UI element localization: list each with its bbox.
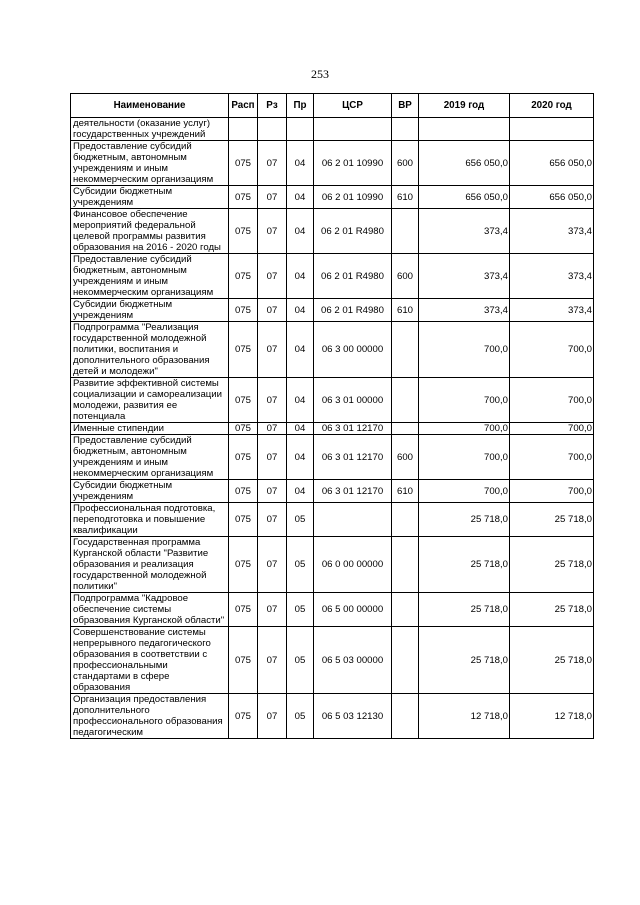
- cell-name: Субсидии бюджетным учреждениям: [71, 186, 229, 209]
- cell-pr: 04: [287, 186, 314, 209]
- cell-name: Финансовое обеспечение мероприятий федеральной целевой программы развития образования на 2016 - 2020 годы: [71, 209, 229, 254]
- cell-rasp: 075: [229, 141, 258, 186]
- table-row: [71, 423, 594, 435]
- cell-rz: 07: [258, 254, 287, 299]
- cell-name: Подпрограмма "Кадровое обеспечение системы образования Курганской области": [71, 593, 229, 627]
- cell-rz: 07: [258, 209, 287, 254]
- cell-name: Субсидии бюджетным учреждениям: [71, 299, 229, 322]
- cell-2020: 700,0: [510, 480, 594, 503]
- cell-vr: 610: [392, 480, 419, 503]
- cell-2019: 700,0: [419, 480, 510, 503]
- header-vr: ВР: [392, 94, 419, 118]
- header-rasp: Расп: [229, 94, 258, 118]
- table-row: [71, 503, 594, 537]
- header-rz: Рз: [258, 94, 287, 118]
- cell-2020: [510, 118, 594, 141]
- cell-2019: 656 050,0: [419, 141, 510, 186]
- cell-rz: 07: [258, 480, 287, 503]
- table-row: [71, 322, 594, 378]
- cell-2020: 700,0: [510, 378, 594, 423]
- cell-2020: 700,0: [510, 435, 594, 480]
- cell-rz: 07: [258, 186, 287, 209]
- cell-csr: [314, 118, 392, 141]
- cell-vr: [392, 503, 419, 537]
- cell-name: Совершенствование системы непрерывного педагогического образования в соответствии с профессиональными стандартами в сфере образования: [71, 627, 229, 694]
- cell-rz: 07: [258, 322, 287, 378]
- cell-csr: 06 3 01 12170: [314, 423, 392, 435]
- cell-rz: 07: [258, 593, 287, 627]
- table-row: [71, 118, 594, 141]
- cell-pr: 04: [287, 322, 314, 378]
- cell-rz: 07: [258, 299, 287, 322]
- cell-csr: 06 2 01 R4980: [314, 254, 392, 299]
- cell-csr: 06 5 00 00000: [314, 593, 392, 627]
- cell-rasp: 075: [229, 480, 258, 503]
- cell-pr: 05: [287, 593, 314, 627]
- cell-pr: 04: [287, 423, 314, 435]
- cell-rasp: 075: [229, 254, 258, 299]
- cell-rasp: 075: [229, 627, 258, 694]
- cell-2019: 373,4: [419, 299, 510, 322]
- table-body: [71, 118, 594, 739]
- cell-csr: 06 3 01 12170: [314, 480, 392, 503]
- cell-csr: 06 0 00 00000: [314, 537, 392, 593]
- cell-vr: [392, 627, 419, 694]
- table-row: [71, 378, 594, 423]
- cell-2020: 25 718,0: [510, 627, 594, 694]
- cell-csr: 06 3 00 00000: [314, 322, 392, 378]
- cell-rz: 07: [258, 627, 287, 694]
- cell-2020: 25 718,0: [510, 503, 594, 537]
- cell-2019: 373,4: [419, 254, 510, 299]
- cell-rasp: 075: [229, 423, 258, 435]
- cell-vr: 600: [392, 435, 419, 480]
- cell-2020: 12 718,0: [510, 694, 594, 739]
- header-name: Наименование: [71, 94, 229, 118]
- cell-rasp: 075: [229, 299, 258, 322]
- table-row: [71, 209, 594, 254]
- table-row: [71, 694, 594, 739]
- header-2020: 2020 год: [510, 94, 594, 118]
- cell-vr: [392, 423, 419, 435]
- cell-2019: 373,4: [419, 209, 510, 254]
- cell-rasp: 075: [229, 537, 258, 593]
- cell-vr: [392, 537, 419, 593]
- budget-table: [70, 93, 594, 739]
- cell-name: Предоставление субсидий бюджетным, автономным учреждениям и иным некоммерческим организациям: [71, 141, 229, 186]
- cell-vr: 600: [392, 254, 419, 299]
- cell-2019: 700,0: [419, 322, 510, 378]
- cell-2020: 373,4: [510, 254, 594, 299]
- table-row: [71, 299, 594, 322]
- page-number: 253: [311, 67, 329, 81]
- cell-rasp: 075: [229, 186, 258, 209]
- cell-name: Подпрограмма "Реализация государственной молодежной политики, воспитания и дополнительного образования детей и молодежи": [71, 322, 229, 378]
- cell-rasp: 075: [229, 503, 258, 537]
- cell-name: Организация предоставления дополнительного профессионального образования педагогическим: [71, 694, 229, 739]
- header-2019: 2019 год: [419, 94, 510, 118]
- cell-2020: 25 718,0: [510, 593, 594, 627]
- cell-name: Субсидии бюджетным учреждениям: [71, 480, 229, 503]
- cell-rasp: [229, 118, 258, 141]
- cell-rasp: 075: [229, 694, 258, 739]
- cell-rz: 07: [258, 378, 287, 423]
- cell-pr: 05: [287, 537, 314, 593]
- cell-pr: [287, 118, 314, 141]
- cell-rz: 07: [258, 435, 287, 480]
- cell-pr: 04: [287, 435, 314, 480]
- cell-rz: 07: [258, 141, 287, 186]
- cell-name: Предоставление субсидий бюджетным, автономным учреждениям и иным некоммерческим организациям: [71, 254, 229, 299]
- cell-2020: 700,0: [510, 423, 594, 435]
- cell-rz: 07: [258, 503, 287, 537]
- cell-csr: 06 2 01 10990: [314, 186, 392, 209]
- cell-2019: 12 718,0: [419, 694, 510, 739]
- cell-2019: 25 718,0: [419, 537, 510, 593]
- cell-vr: [392, 378, 419, 423]
- cell-pr: 04: [287, 209, 314, 254]
- table-row: [71, 593, 594, 627]
- cell-vr: 600: [392, 141, 419, 186]
- cell-2019: 656 050,0: [419, 186, 510, 209]
- cell-csr: 06 5 03 00000: [314, 627, 392, 694]
- table-row: [71, 254, 594, 299]
- cell-vr: [392, 118, 419, 141]
- table-row: [71, 627, 594, 694]
- cell-rasp: 075: [229, 322, 258, 378]
- cell-2020: 700,0: [510, 322, 594, 378]
- table-row: [71, 141, 594, 186]
- cell-name: деятельности (оказание услуг) государственных учреждений: [71, 118, 229, 141]
- cell-2019: 25 718,0: [419, 593, 510, 627]
- cell-2020: 373,4: [510, 209, 594, 254]
- table-row: [71, 186, 594, 209]
- cell-csr: [314, 503, 392, 537]
- cell-rasp: 075: [229, 209, 258, 254]
- cell-vr: 610: [392, 299, 419, 322]
- cell-pr: 05: [287, 694, 314, 739]
- cell-pr: 04: [287, 378, 314, 423]
- cell-pr: 04: [287, 299, 314, 322]
- table-row: [71, 435, 594, 480]
- cell-csr: 06 3 01 12170: [314, 435, 392, 480]
- cell-2020: 373,4: [510, 299, 594, 322]
- table-header-row: [71, 94, 594, 118]
- cell-rasp: 075: [229, 378, 258, 423]
- cell-name: Именные стипендии: [71, 423, 229, 435]
- cell-2019: 700,0: [419, 435, 510, 480]
- cell-name: Развитие эффективной системы социализации и самореализации молодежи, развития ее потенциала: [71, 378, 229, 423]
- cell-name: Государственная программа Курганской области "Развитие образования и реализация государственной молодежной политики": [71, 537, 229, 593]
- cell-rasp: 075: [229, 593, 258, 627]
- cell-2020: 656 050,0: [510, 186, 594, 209]
- cell-csr: 06 2 01 R4980: [314, 299, 392, 322]
- cell-2019: 700,0: [419, 423, 510, 435]
- cell-pr: 04: [287, 254, 314, 299]
- cell-2019: 25 718,0: [419, 503, 510, 537]
- cell-pr: 04: [287, 141, 314, 186]
- cell-rz: 07: [258, 537, 287, 593]
- cell-vr: 610: [392, 186, 419, 209]
- cell-vr: [392, 322, 419, 378]
- cell-pr: 04: [287, 480, 314, 503]
- table-row: [71, 537, 594, 593]
- cell-pr: 05: [287, 503, 314, 537]
- cell-rz: [258, 118, 287, 141]
- cell-2019: 25 718,0: [419, 627, 510, 694]
- cell-pr: 05: [287, 627, 314, 694]
- header-pr: Пр: [287, 94, 314, 118]
- cell-2020: 25 718,0: [510, 537, 594, 593]
- cell-vr: [392, 694, 419, 739]
- cell-name: Предоставление субсидий бюджетным, автономным учреждениям и иным некоммерческим организациям: [71, 435, 229, 480]
- cell-csr: 06 3 01 00000: [314, 378, 392, 423]
- header-csr: ЦСР: [314, 94, 392, 118]
- cell-rasp: 075: [229, 435, 258, 480]
- cell-2019: 700,0: [419, 378, 510, 423]
- cell-rz: 07: [258, 423, 287, 435]
- cell-2020: 656 050,0: [510, 141, 594, 186]
- cell-csr: 06 5 03 12130: [314, 694, 392, 739]
- cell-csr: 06 2 01 10990: [314, 141, 392, 186]
- table-row: [71, 480, 594, 503]
- cell-2019: [419, 118, 510, 141]
- cell-vr: [392, 593, 419, 627]
- cell-vr: [392, 209, 419, 254]
- cell-csr: 06 2 01 R4980: [314, 209, 392, 254]
- cell-rz: 07: [258, 694, 287, 739]
- cell-name: Профессиональная подготовка, переподготовка и повышение квалификации: [71, 503, 229, 537]
